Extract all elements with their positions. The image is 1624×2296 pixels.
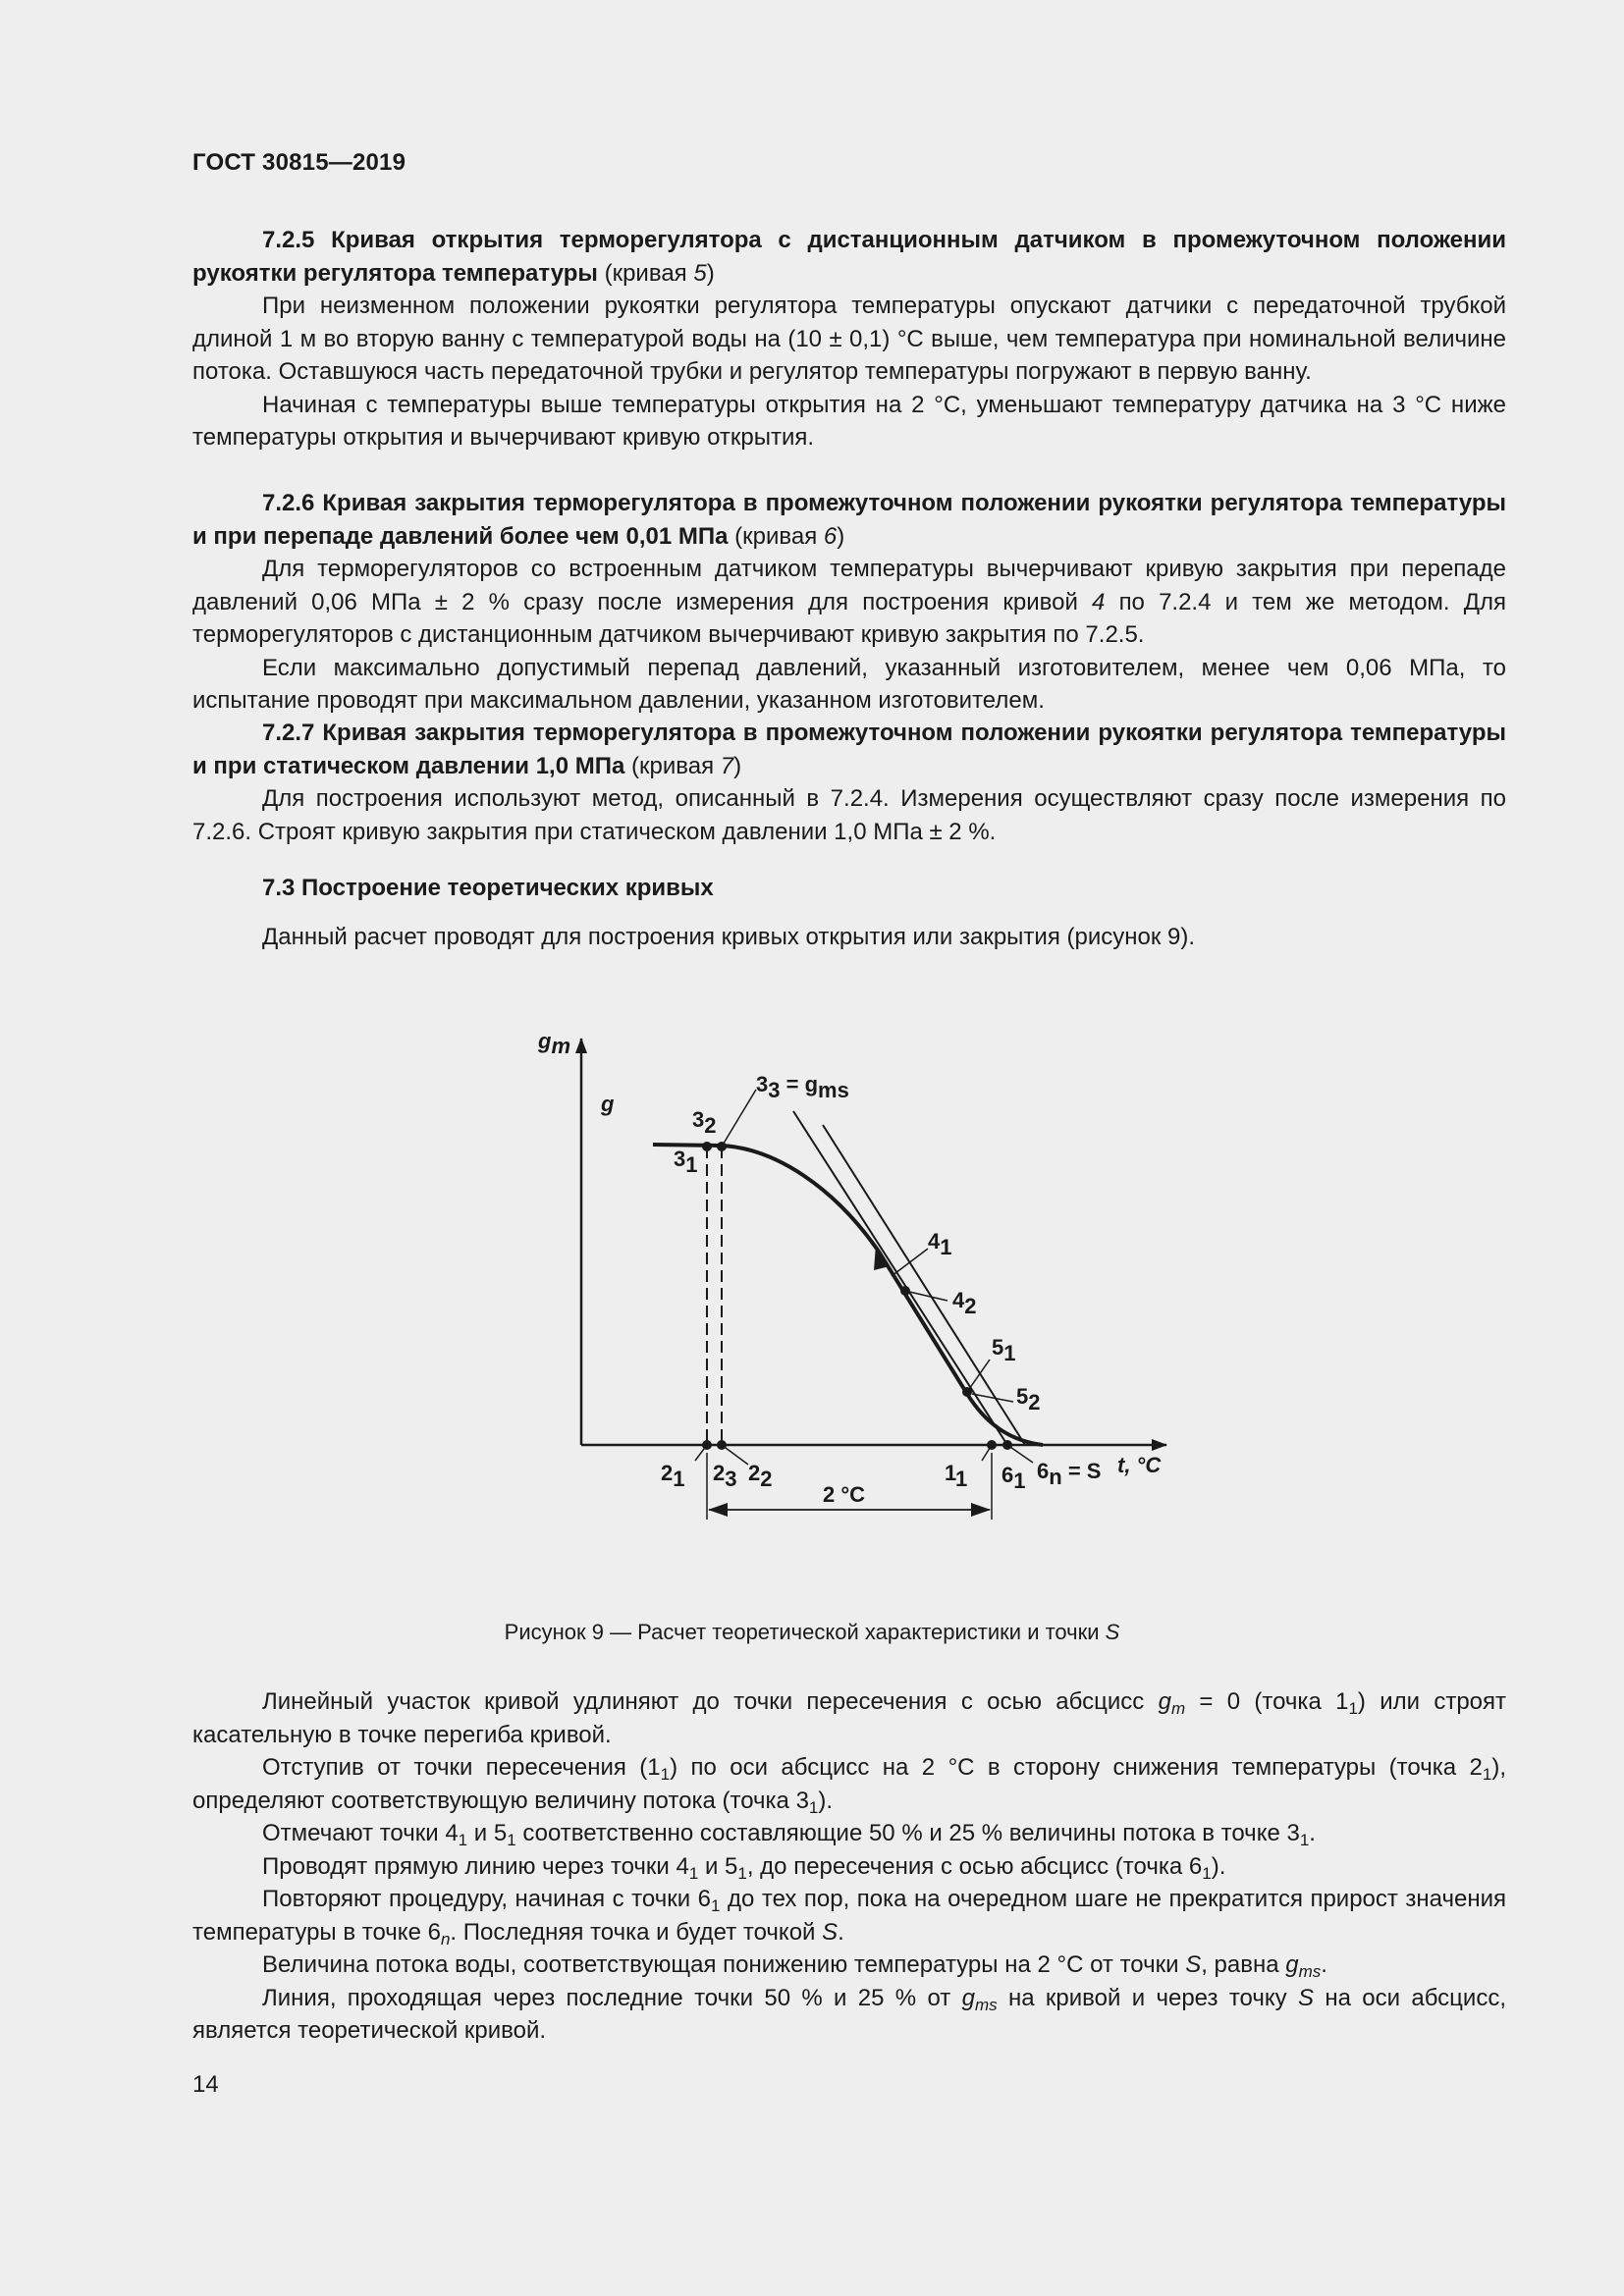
figure-explanation [192, 1685, 1506, 2048]
heading-close: ) [837, 522, 845, 550]
section-7-3 [192, 872, 1506, 953]
paragraph [192, 553, 1506, 652]
label-1-1: 11 [945, 1461, 968, 1491]
curve-number: 6 [823, 522, 838, 550]
g-label: g [601, 1092, 615, 1116]
point-3-1 [702, 1142, 712, 1151]
label-6-n: 6n = S [1037, 1459, 1102, 1489]
paragraph: Начиная с температуры выше температуры открытия на 2 °С, уменьшают температуру датчика на 3 °С ниже температуры открытия и вычерчивают кривую открытия. [192, 391, 1506, 451]
text: Для терморегуляторов со встроенным датчиком температуры вычерчивают кривую закрытия при перепаде давлений 0,06 МПа ± 2 % сразу после измерения для построения кривой [192, 556, 1506, 615]
secant-line [823, 1125, 1025, 1445]
section-7-2-7-heading [192, 717, 1506, 782]
heading-bold: 7.2.7 Кривая закрытия терморегулятора в промежуточном положении рукоятки регулятора температуры и при статическом давлении 1,0 МПа [192, 720, 1506, 779]
dim-arrow-left [708, 1503, 728, 1517]
paragraph: Отступив от точки пересечения $(1_1)$ по оси абсцисс на 2 °С в сторону снижения температуры (точка $2_1$), определяют соответствующую величину потока (точка $3_1$). [192, 1754, 1506, 1817]
heading-bold: 7.2.6 Кривая закрытия терморегулятора в промежуточном положении рукоятки регулятора температуры и при перепаде давлений более чем 0,01 МПа [192, 490, 1506, 550]
label-4-2: 42 [952, 1288, 977, 1318]
leader-3-3 [722, 1090, 756, 1147]
x-axis-label: t, °C [1117, 1453, 1162, 1477]
section-7-2-7 [192, 717, 1506, 848]
curve-number: 4 [1092, 588, 1106, 615]
paragraph: Данный расчет проводят для построения кривых открытия или закрытия (рисунок 9). [262, 923, 1196, 950]
caption-text: Рисунок 9 — Расчет теоретической характеристики и точки [504, 1620, 1106, 1644]
y-axis-label: gm [538, 1029, 571, 1058]
label-5-2: 52 [1016, 1384, 1041, 1415]
heading-close: ) [706, 259, 715, 287]
paragraph: Если максимально допустимый перепад давлений, указанный изготовителем, менее чем 0,06 МПа, то испытание проводят при максимальном давлении, указанном изготовителем. [192, 654, 1506, 714]
label-6-1: 61 [1001, 1463, 1026, 1493]
heading-tail: (кривая [728, 522, 824, 550]
leader-5-1 [967, 1360, 990, 1392]
heading-close: ) [733, 752, 742, 779]
section-7-2-6 [192, 487, 1506, 718]
label-3-3: 33 = gms [756, 1072, 849, 1102]
figure-9-diagram [0, 982, 1624, 1629]
caption-symbol: S [1105, 1620, 1120, 1644]
curve-number: 7 [720, 752, 734, 779]
label-4-1: 41 [928, 1229, 952, 1259]
label-2-3: 23 [713, 1461, 737, 1491]
paragraph: Повторяют процедуру, начиная с точки $6_1$ до тех пор, пока на очередном шаге не прекратится прирост значения температуры в точке $6_n$. Последняя точка и будет точкой S. [192, 1886, 1507, 1949]
paragraph: При неизменном положении рукоятки регулятора температуры опускают датчики с передаточной трубкой длиной 1 м во вторую ванну с температурой воды на (10 ± 0,1) °С выше, чем температура при номинальной величине потока. Оставшуюся часть передаточной трубки и регулятор температуры погружают в первую ванну. [192, 293, 1506, 385]
characteristic-curve [653, 1145, 1043, 1445]
dim-arrow-right [971, 1503, 991, 1517]
dimension-label: 2 °C [823, 1482, 866, 1507]
text: по 7.2.4 и тем же методом. Для терморегуляторов с дистанционным датчиком вычерчивают кривую закрытия по 7.2.5. [192, 588, 1506, 648]
figure-caption [0, 1620, 1624, 1645]
paragraph: Для построения используют метод, описанный в 7.2.4. Измерения осуществляют сразу после измерения по 7.2.6. Строят кривую закрытия при статическом давлении 1,0 МПа ± 2 %. [192, 785, 1506, 845]
curve-number: 5 [693, 259, 707, 287]
leader-4-1 [892, 1249, 928, 1276]
paragraph: Отмечают точки $4_1$ и $5_1$ соответственно составляющие 50 % и 25 % величины потока в точке $3_1$. [262, 1820, 1316, 1849]
paragraph: Величина потока воды, соответствующая понижению температуры на 2 °С от точки S, равна $g_{ms}$. [262, 1951, 1327, 1981]
leader-2-2 [722, 1445, 748, 1465]
section-7-2-6-heading [192, 487, 1506, 553]
paragraph: Линия, проходящая через последние точки 50 % и 25 % от $g_{ms}$ на кривой и через точку S на оси абсцисс, является теоретической кривой. [192, 1984, 1506, 2044]
heading-tail: (кривая [624, 752, 721, 779]
label-5-1: 51 [992, 1335, 1016, 1365]
heading-tail: (кривая [597, 259, 694, 287]
label-3-2: 32 [692, 1107, 717, 1138]
label-2-1: 21 [661, 1461, 685, 1491]
leader-6-n [1007, 1445, 1033, 1463]
figure-9 [0, 982, 1624, 1629]
leader-1-1 [982, 1445, 992, 1461]
document-header: ГОСТ 30815—2019 [192, 149, 406, 176]
section-7-2-5 [192, 224, 1506, 454]
section-7-3-heading: 7.3 Построение теоретических кривых [262, 875, 714, 901]
label-3-1: 31 [674, 1147, 698, 1177]
paragraph: Проводят прямую линию через точки $4_1$ и $5_1$, до пересечения с осью абсцисс (точка $6_1$). [262, 1852, 1226, 1883]
label-2-2: 22 [748, 1461, 773, 1491]
section-7-2-5-heading [192, 224, 1506, 290]
paragraph: Линейный участок кривой удлиняют до точки пересечения с осью абсцисс $g_m = 0$ (точка $1_1$) или строят касательную в точке перегиба кривой. [192, 1688, 1507, 1748]
page-number: 14 [192, 2071, 219, 2098]
leader-2-1 [695, 1445, 707, 1461]
heading-bold: 7.2.5 Кривая открытия терморегулятора с дистанционным датчиком в промежуточном положении рукоятки регулятора температуры [192, 227, 1506, 287]
